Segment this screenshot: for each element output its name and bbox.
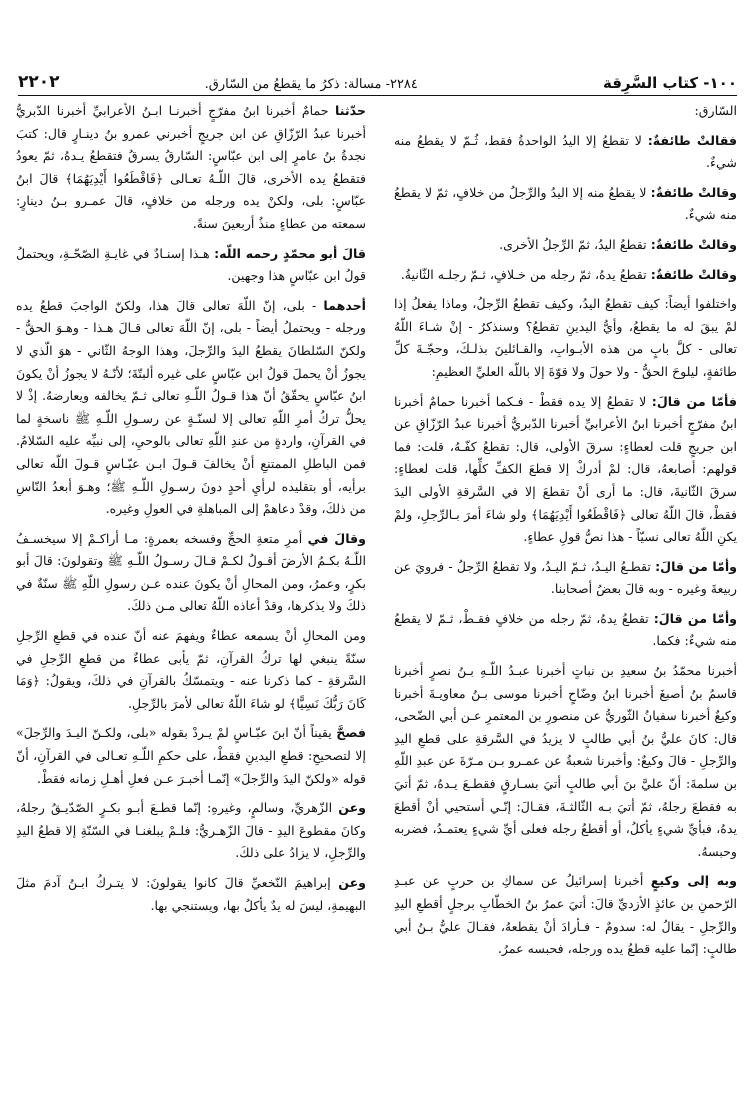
paragraph-text: هـذا إسنـادٌ في غايـةِ الصّحّـةِ، ويحتملُ قولُ ابن عبّاسٍ هذا وجهين. bbox=[16, 245, 366, 284]
paragraph bbox=[394, 264, 737, 287]
paragraph-lead: فأمّا من قالَ: bbox=[651, 393, 737, 409]
paragraph-lead: وعن bbox=[338, 800, 366, 816]
paragraph-lead: وقالتْ طائفةٌ: bbox=[650, 184, 737, 200]
header-page-number: ٢٢٠٢ bbox=[18, 72, 60, 92]
paragraph-text: أخبرنا إسرائيلُ عن سماكِ بن حربٍ عن عبـدِ الرّحمنِ بن عائذٍ الأزديِّ قالَ: أتيَ عمرُ بنُ الخطّابِ برجلٍ أقطعِ اليدِ والرِّجلِ - يقالُ له: سدومٌ - فـأرادَ أنْ يقطعهُ، فقـالَ عليُّ بـنُ أبي طالبٍ: إنّما عليه قطعُ يده ورجله، فحبسه عمرُ. bbox=[394, 873, 737, 957]
paragraph bbox=[394, 391, 737, 549]
paragraph bbox=[394, 660, 737, 863]
paragraph-text: أخبرنا محمّدُ بنُ سعيدِ بن نباتٍ أخبرنا عبـدُ اللّـهِ بـنُ نصرٍ أخبرنا قاسمُ بنُ أصبغَ أخبرنا ابنُ وضّاحٍ أخبرنا موسى بـنُ معاويـةَ أخبرنا وكيعٌ أخبرنا سفيانُ الثّوريُّ عن منصورِ بن المعتمرِ عـن أبي الضّحى، قال: كانَ عليُّ بنُ أبي طالبٍ لا يزيدُ في السَّرقةِ على قطعِ اليدِ والرِّجلِ - قالَ وكيعٌ: وأخبرنا شعبةُ عن عمـرو بـن مـرّةَ عن عبدِ اللّهِ بن سلمةَ: أنّ عليَّ بنَ أبي طالبٍ أتيَ بسـارقٍ فقطـعَ يـدهُ، ثمّ أتيَ به فقطعَ رجلهُ، ثمّ أتيَ بـه الثّالثـةَ، فقـالَ: إنّـي أستحيي أنْ أقطعَ يدهُ، فبأيِّ شيءٍ يأكلُ، أو أقطعُ رجله فعلى أيِّ شيءٍ يعتمـدُ، فضربه وحبسهُ. bbox=[394, 663, 737, 859]
paragraph bbox=[394, 608, 737, 653]
paragraph-text: حمامٌ أخبرنا ابنُ مفرّجٍ أخبرنـا ابـنُ الأعرابيِّ أخبرنا الدّبريُّ أخبرنا عبدُ الرّزّاقِ عن ابن جريجٍ أخبرني عمرو بنُ دينـارٍ قال: كتبَ نجدةُ بنُ عامرٍ إلى ابن عبّاسٍ: السّارقُ يسرقُ فتقطعُ يـدهُ، ثمّ يعودُ فتقطعُ يده الأخرى، قالَ اللّـهُ تعـالى ﴿فَاقْطَعُوا أَيْدِيَهُمَا﴾ قالَ ابنُ عبّاسٍ: بلى، ولكنْ يده ورجله من خلافٍ، قالَ عمـرو بـنُ دينارٍ: سمعته من عطاءٍ منذُ أربعينَ سنةً. bbox=[16, 103, 366, 231]
paragraph-lead: وأمّا من قالَ: bbox=[653, 610, 737, 626]
paragraph-text: الزّهريِّ، وسالمٍ، وغيرهِ: إنّما قطـعَ أبـو بكـرٍ الصّدّيـقُ رجلهُ، وكانَ مقطوعَ اليدِ - قالَ الزّهـريُّ: فلـمْ يبلغنـا في السّنّةِ إلا قطعُ اليدِ والرِّجلِ، لا يزادُ على ذلكَ. bbox=[16, 800, 366, 861]
paragraph bbox=[394, 870, 737, 960]
paragraph bbox=[16, 625, 366, 715]
paragraph-text: لا يقطعُ منه إلا اليدُ والرِّجلُ من خلافٍ، ثمّ لا يقطعُ منه شيءٌ. bbox=[394, 184, 737, 223]
paragraph-text: أمرِ متعةِ الحجِّ وفسخه بعمرةٍ: مـا أراكـمْ إلا سيخسـفُ اللّـهُ بكـمُ الأرضَ أقـولُ لكـمْ قـالَ رسـولُ اللّـهِ ﷺ وتقولونَ: قالَ أبو بكرٍ، وعمرُ، ومن المحالِ أنْ يكونَ عنده عـن رسولِ اللّهِ ﷺ سنّةٌ في ذلكَ ولا يذكرها، وقدْ أعاذه اللّهُ تعالى مـن ذلكَ. bbox=[16, 530, 366, 614]
paragraph-text: تقطعُ يدهُ، ثمّ رجله من خـلافٍ، ثـمّ رجلـه الثّانيةُ. bbox=[400, 266, 651, 282]
paragraph bbox=[394, 100, 737, 123]
paragraph-text: لا تقطعُ إلا يده فقطْ - فـكما أخبرنا حمامٌ أخبرنا ابنُ مفرّجٍ أخبرنا ابنُ الأعرابيِّ أخبرنا الدّبريُّ أخبرنا عبدُ الرّزّاقِ عن ابن جريجٍ قلت لعطاءٍ: سرقَ الأولى، قال: تقطعُ كفّـهُ، قلت: فما قولهم: أصابعهُ، قال: لمْ أدركْ إلا قطعَ الكفِّ كلِّها، قلت لعطاءٍ: سرقَ الثّانيةَ، قال: ما أرى أنْ تقطعَ إلا في السَّرقةِ الأولى اليدَ فقطْ، قالَ اللّهُ تعالى ﴿فَاقْطَعُوا أَيْدِيَهُمَا﴾ ولو شاءَ أمرَ بـالرِّجلِ، ولمْ يكنِ اللّهُ تعالى نسيّاً - هذا نصُّ قولِ عطاءٍ. bbox=[394, 393, 737, 545]
paragraph-lead: وقالَ في bbox=[307, 530, 366, 546]
paragraph-text: - بلى، إنّ اللّهَ تعالى قالَ هذا، ولكنّ الواجبَ قطعُ يده ورجله - ويحتملُ أيضاً - بلى، إنّ اللّهَ تعالى قـالَ هـذا - وهـوَ الحقُّ - ولكنّ السّلطانَ يقطعُ اليدَ والرِّجلَ، وهذا الوجهُ الثّاني - هوَ الّذي لا يجوزُ أنْ يحملَ قولُ ابن عبّاسٍ على غيره ألبتّةَ؛ لأنّـهُ لا يجوزُ أنْ يكونَ ابنُ عبّاسٍ يحقّقُ أنّ هذا قـولُ اللّـهِ تعالى ثـمّ يخالفه ويعارضهُ. إذْ لا يحلُّ تركُ أمرِ اللّهِ تعالى إلا لسنّـةٍ عن رسـولِ اللّـهِ ﷺ ناسخةٍ لما في القرآنِ، واردةٍ من عندِ اللّهِ تعالى بالوحيِ، إلى نبيِّه عليه السّلامُ. فمن الباطلِ الممتنعِ أنْ يخالفَ قـولَ ابـن عبّـاسٍ قـولَ اللّه تعالى برأيه، أو بتقليده لرأيِ أحدٍ دونَ رسـولِ اللّـهِ ﷺ؛ وهـوَ أبعدُ النّاسِ من ذلكَ، وقدْ دعاهمْ إلى المباهلةِ في العولِ وغيره. bbox=[16, 297, 366, 517]
paragraph bbox=[16, 100, 366, 236]
paragraph-lead: وقالتْ طائفةٌ: bbox=[650, 266, 737, 282]
paragraph-text: إبراهيمَ النّخعيِّ قالَ كانوا يقولونَ: لا يتـركُ ابـنُ آدمَ مثلَ البهيمةِ، ليسَ له يدٌ يأكلُ بها، ويستنجي بها. bbox=[16, 875, 366, 913]
paragraph-text: لا تقطعُ إلا اليدُ الواحدةُ فقط، ثُـمّ لا يقطعُ منه شيءٌ. bbox=[394, 132, 737, 171]
paragraph-text: تقطـعُ اليـدُ، ثـمّ اليـدُ، ولا تقطعُ الرِّجلُ - فرويَ عن ربيعةَ وغيره - وبه قالَ بعضُ أصحابنا. bbox=[394, 558, 737, 597]
paragraph bbox=[16, 295, 366, 521]
right-text-column bbox=[394, 100, 737, 1098]
paragraph bbox=[394, 293, 737, 383]
paragraph-lead: فصحَّ bbox=[336, 725, 366, 741]
paragraph bbox=[394, 234, 737, 257]
paragraph bbox=[16, 872, 366, 917]
header-section-title: ٢٢٨٤- مسالة: ذكرُ ما يقطعُ من السّارق. bbox=[204, 77, 418, 92]
paragraph-lead: قالَ أبو محمّدٍ رحمه اللّه: bbox=[214, 245, 366, 261]
paragraph-lead: فقالتْ طائفةٌ: bbox=[647, 132, 737, 148]
paragraph-text: السّارق: bbox=[694, 103, 737, 118]
paragraph-lead: وبه إلى وكيعٍ bbox=[650, 873, 737, 889]
paragraph-lead: وعن bbox=[338, 875, 366, 890]
paragraph bbox=[16, 243, 366, 288]
paragraph-lead: حدّثنا bbox=[335, 103, 366, 118]
paragraph bbox=[394, 130, 737, 175]
paragraph bbox=[16, 722, 366, 790]
left-text-column bbox=[16, 100, 366, 1098]
paragraph-lead: وأمّا من قالَ: bbox=[655, 558, 737, 574]
paragraph bbox=[394, 556, 737, 601]
running-header bbox=[18, 62, 737, 96]
paragraph-lead: أحدهما bbox=[323, 297, 366, 313]
paragraph bbox=[16, 797, 366, 865]
paragraph-text: ومن المحالِ أنْ يسمعه عطاءٌ ويفهمَ عنه أنّ عنده في قطعِ الرِّجلِ سنّةً ينبغي لها تركُ القرآنِ، ثمّ يأبى عطاءٌ من قطعِ الرِّجلِ في السَّرقةِ - كما ذكرنا عنه - ويتمسّكُ بالقرآنِ في ذلكَ، ويقولُ: ﴿وَمَا كَانَ رَبُّكَ نَسِيًّا﴾ لو شاءَ اللّهُ تعالى لأمرَ بالرِّجلِ. bbox=[16, 628, 366, 711]
paragraph-text: تقطعُ يدهُ، ثمّ رجله من خلافٍ فقـطْ، ثـمّ لا يقطعُ منه شيءٌ: فكما. bbox=[394, 610, 737, 649]
paragraph-text: تقطعُ اليدُ، ثمّ الرِّجلُ الأخرى. bbox=[499, 236, 651, 252]
paragraph-lead: وقالتْ طائفةٌ: bbox=[650, 236, 737, 252]
paragraph bbox=[16, 528, 366, 618]
header-book-title: ١٠٠- كتاب السَّرِقة bbox=[603, 74, 737, 92]
paragraph-text: يقيناً أنّ ابنَ عبّـاسٍ لمْ يـردْ بقوله «بلى، ولكـنّ اليـدَ والرِّجلَ» إلا لتصحيحِ: قطعِ اليدينِ فقطْ، على حكمِ اللّـهِ تعـالى في القرآنِ، أنّ قوله «ولكنّ اليدَ والرِّجلَ» إنّمـا أخبـرَ عـن فعلِ أهـلِ زمانه فقطْ. bbox=[16, 725, 366, 786]
paragraph bbox=[394, 182, 737, 227]
paragraph-text: واختلفوا أيضاً: كيف تقطعُ اليدُ، وكيف تقطعُ الرِّجلُ، وماذا يفعلُ إذا لمْ يبقَ له ما يقطعُ، وأيُّ اليدينِ تقطعُ؟ وسنذكرُ - إنْ شـاءَ اللّهُ تعالى - كلَّ بابٍ من هذه الأبـوابِ، والقـائلينَ بذلـكَ، وحجّـةَ كلِّ طائفةٍ، ليلوحَ الحقُّ - ولا حولَ ولا قوّةَ إلا باللّه العليِّ العظيمِ: bbox=[394, 296, 737, 379]
